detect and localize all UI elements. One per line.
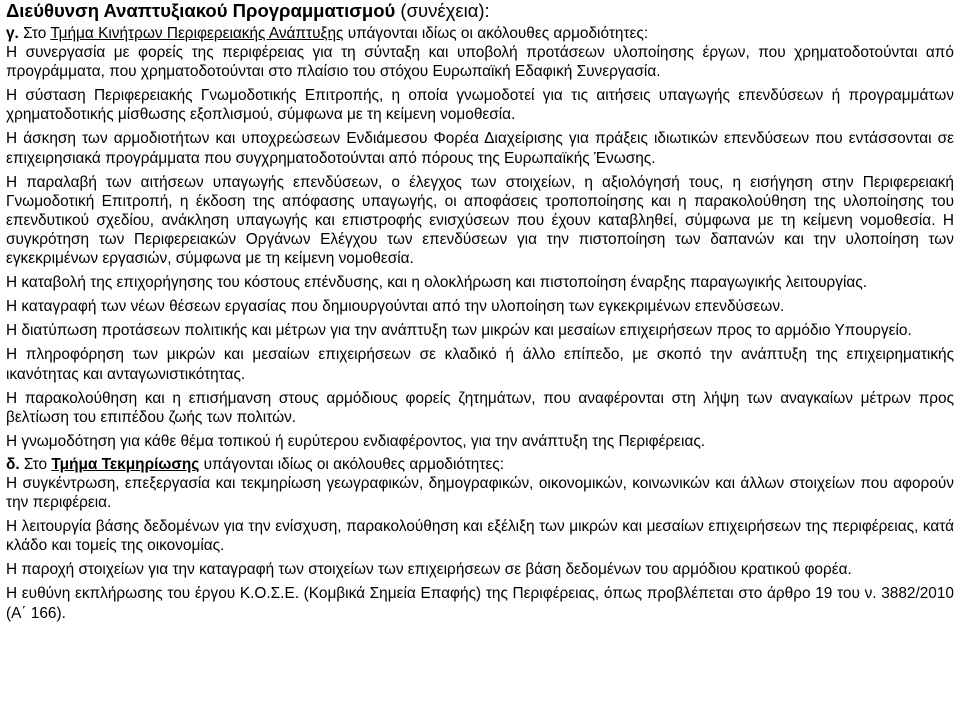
- section-d-rest: υπάγονται ιδίως οι ακόλουθες αρμοδιότητες:: [199, 455, 504, 473]
- section-d-label: δ.: [6, 455, 20, 473]
- section-g-item: Η καταγραφή των νέων θέσεων εργασίας που δημιουργούνται από την υλοποίηση των εγκεκριμένων επενδύσεων.: [6, 298, 785, 316]
- section-g-unit: Τμήμα Κινήτρων Περιφερειακής Ανάπτυξης: [50, 25, 344, 42]
- section-d-unit: Τμήμα Τεκμηρίωσης: [51, 455, 200, 473]
- section-g-item: Η πληροφόρηση των μικρών και μεσαίων επιχειρήσεων σε κλαδικό ή άλλο επίπεδο, με σκοπό την ανάπτυξη της επιχειρηματικής ικανότητας και ανταγωνιστικότητας.: [6, 346, 954, 383]
- section-d-item: Η παροχή στοιχείων για την καταγραφή των στοιχείων των επιχειρήσεων σε βάση δεδομένων του αρμόδιου κρατικού φορέα.: [6, 561, 852, 579]
- section-g-item: Η συνεργασία με φορείς της περιφέρειας για τη σύνταξη και υποβολή προτάσεων υλοποίησης έργων, που χρηματοδοτούνται από προγράμματα, που χρηματοδοτούνται στο πλαίσιο του στόχου Ευρωπαϊκή Εδαφική Συνεργασία.: [6, 44, 954, 81]
- section-g-intro: [6, 24, 954, 43]
- section-g-rest: υπάγονται ιδίως οι ακόλουθες αρμοδιότητες:: [343, 25, 649, 42]
- section-d-intro: [6, 455, 954, 474]
- section-d-item: Η συγκέντρωση, επεξεργασία και τεκμηρίωση γεωγραφικών, δημογραφικών, οικονομικών, κοινωνικών και άλλων στοιχείων που αφορούν την περιφέρεια.: [6, 474, 954, 512]
- section-g-item: Η παρακολούθηση και η επισήμανση στους αρμόδιους φορείς ζητημάτων, που αναφέρονται στη λήψη των αναγκαίων μέτρων προς βελτίωση του επιπέδου ζωής των πολιτών.: [6, 389, 954, 426]
- section-g-item: Η διατύπωση προτάσεων πολιτικής και μέτρων για την ανάπτυξη των μικρών και μεσαίων επιχειρήσεων προς το αρμόδιο Υπουργείο.: [6, 322, 912, 340]
- section-g-item: Η άσκηση των αρμοδιοτήτων και υποχρεώσεων Ενδιάμεσου Φορέα Διαχείρισης για πράξεις ιδιωτικών επενδύσεων που εντάσσονται σε επιχειρησιακά προγράμματα που συγχρηματοδοτούνται από πόρους της Ευρωπαϊκής Ένωσης.: [6, 130, 954, 167]
- section-g-lead: Στο: [18, 25, 51, 42]
- section-g-label: γ.: [6, 25, 19, 42]
- section-d-item: Η ευθύνη εκπλήρωσης του έργου Κ.Ο.Σ.Ε. (Κομβικά Σημεία Επαφής) της Περιφέρειας, όπως προβλέπεται στο άρθρο 19 του ν. 3882/2010 (Α΄ 166).: [6, 585, 954, 622]
- section-g-item: Η γνωμοδότηση για κάθε θέμα τοπικού ή ευρύτερου ενδιαφέροντος, για την ανάπτυξη της Περιφέρειας.: [6, 432, 706, 450]
- section-g-item: Η καταβολή της επιχορήγησης του κόστους επένδυσης, και η ολοκλήρωση και πιστοποίηση έναρξης παραγωγικής λειτουργίας.: [6, 274, 867, 292]
- continuation-note: (συνέχεια):: [395, 0, 490, 21]
- directorate-title: Διεύθυνση Αναπτυξιακού Προγραμματισμού: [6, 0, 396, 21]
- page-title: [6, 0, 954, 22]
- section-d-lead: Στο: [19, 455, 52, 473]
- section-d-item: Η λειτουργία βάσης δεδομένων για την ενίσχυση, παρακολούθηση και εξέλιξη των μικρών και μεσαίων επιχειρήσεων της περιφέρειας, κατά κλάδο και τομείς της οικονομίας.: [6, 518, 954, 555]
- section-g-item: Η σύσταση Περιφερειακής Γνωμοδοτικής Επιτροπής, η οποία γνωμοδοτεί για τις αιτήσεις υπαγωγής επενδύσεων ή προγραμμάτων χρηματοδοτικής μίσθωσης εξοπλισμού, σύμφωνα με τη κείμενη νομοθεσία.: [6, 87, 954, 124]
- section-g-item: Η παραλαβή των αιτήσεων υπαγωγής επενδύσεων, ο έλεγχος των στοιχείων, η αξιολόγησή τους, η εισήγηση στην Περιφερειακή Γνωμοδοτική Επιτροπή, η έκδοση της απόφασης υπαγωγής, οι αποφάσεις τροποποίησης και η παρακολούθηση της υλοποίησης του επενδυτικού σχεδίου, ανάκληση υπαγωγής και επιστροφής ενισχύσεων που έχουν καταβληθεί, σύμφωνα με τη κείμενη νομοθεσία. Η συγκρότηση των Περιφερειακών Οργάνων Ελέγχου των επενδύσεων για την πιστοποίηση των δαπανών και την υλοποίηση των εγκεκριμένων εργασιών, σύμφωνα με τη κείμενη νομοθεσία.: [6, 173, 954, 268]
